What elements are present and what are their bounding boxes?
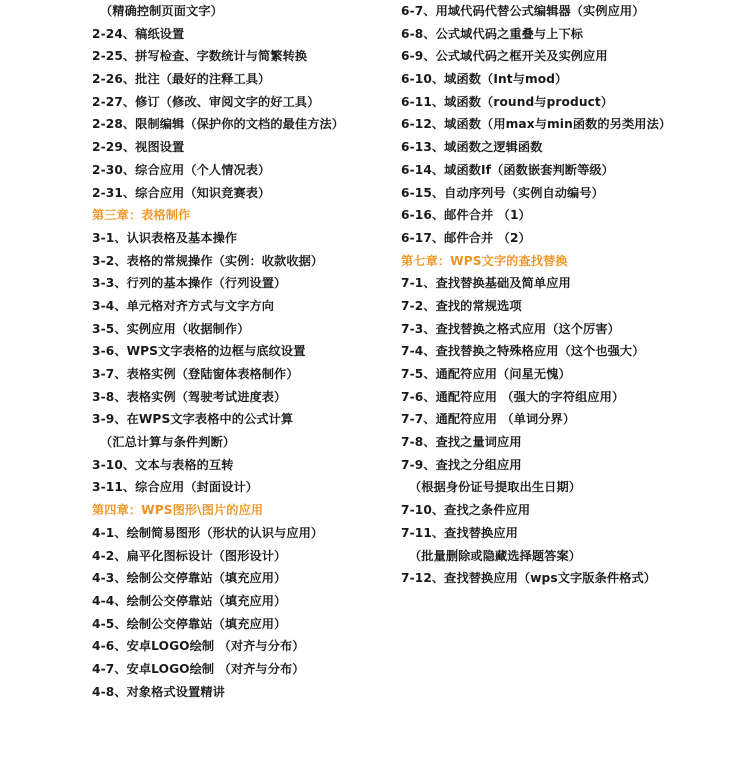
toc-item: 3-9、在WPS文字表格中的公式计算 [92, 412, 294, 427]
toc-item: 6-9、公式域代码之框开关及实例应用 [401, 49, 608, 64]
toc-item: 7-10、查找之条件应用 [401, 503, 531, 518]
toc-item: 6-10、域函数（Int与mod） [401, 72, 568, 87]
toc-item: 3-5、实例应用（收据制作） [92, 321, 250, 336]
toc-item: 3-10、文本与表格的互转 [92, 457, 234, 472]
toc-item: 7-7、通配符应用 （单词分界） [401, 412, 576, 427]
toc-item: 7-9、查找之分组应用 [401, 457, 522, 472]
toc-item: 6-13、域函数之逻辑函数 [401, 140, 543, 155]
toc-item: 2-25、拼写检查、字数统计与简繁转换 [92, 49, 308, 64]
toc-item: 4-2、扁平化图标设计（图形设计） [92, 548, 287, 563]
toc-item: 7-5、通配符应用（问星无愧） [401, 367, 571, 381]
toc-item: 7-11、查找替换应用 [401, 525, 518, 540]
toc-item: 3-2、表格的常规操作（实例：收款收据） [92, 253, 324, 268]
toc-item: 6-7、用域代码代替公式编辑器（实例应用） [401, 4, 645, 18]
toc-item: 6-14、域函数If（函数嵌套判断等级） [401, 162, 614, 177]
toc-item: 2-31、综合应用（知识竞赛表） [92, 185, 271, 200]
toc-item: 2-29、视图设置 [92, 140, 185, 155]
chapter-heading: 第四章：WPS图形\图片的应用 [92, 503, 264, 518]
toc-item: 2-28、限制编辑（保护你的文档的最佳方法） [92, 117, 345, 132]
chapter-heading: 第三章：表格制作 [92, 208, 191, 223]
toc-item: 2-24、稿纸设置 [92, 26, 185, 41]
toc-item: 6-16、邮件合并 （1） [401, 208, 531, 223]
toc-item: 6-17、邮件合并 （2） [401, 230, 531, 245]
toc-item: 7-6、通配符应用 （强大的字符组应用） [401, 389, 625, 404]
toc-item: 3-7、表格实例（登陆窗体表格制作） [92, 367, 299, 381]
toc-item: 3-4、单元格对齐方式与文字方向 [92, 298, 275, 313]
toc-item: 3-1、认识表格及基本操作 [92, 230, 238, 245]
toc-item: 3-8、表格实例（驾驶考试进度表） [92, 389, 287, 404]
toc-item: 3-3、行列的基本操作（行列设置） [92, 276, 287, 291]
toc-item: 7-1、查找替换基础及简单应用 [401, 276, 571, 291]
toc-item: 6-8、公式域代码之重叠与上下标 [401, 26, 584, 41]
toc-item: 7-4、查找替换之特殊格应用（这个也强大） [401, 344, 645, 359]
toc-item: 4-3、绘制公交停靠站（填充应用） [92, 571, 287, 586]
toc-item: 2-30、综合应用（个人情况表） [92, 162, 271, 177]
toc-item: 4-7、安卓LOGO绘制 （对齐与分布） [92, 661, 305, 676]
chapter-heading: 第七章：WPS文字的查找替换 [401, 253, 568, 268]
toc-item: 3-11、综合应用（封面设计） [92, 480, 259, 495]
toc-item: （根据身份证号提取出生日期） [409, 480, 582, 495]
toc-item: （汇总计算与条件判断） [100, 435, 236, 450]
toc-item: 6-11、域函数（round与product） [401, 94, 614, 109]
right-column [401, 0, 721, 590]
toc-item: 4-8、对象格式设置精讲 [92, 684, 225, 699]
toc-item: （精确控制页面文字） [100, 4, 223, 18]
toc-item: 7-3、查找替换之格式应用（这个厉害） [401, 321, 620, 336]
toc-item: 2-27、修订（修改、审阅文字的好工具） [92, 94, 320, 109]
toc-item: 7-12、查找替换应用（wps文字版条件格式） [401, 571, 657, 586]
toc-item: （批量删除或隐藏选择题答案） [409, 548, 582, 563]
toc-item: 4-1、绘制简易图形（形状的认识与应用） [92, 525, 324, 540]
toc-item: 6-12、域函数（用max与min函数的另类用法） [401, 117, 672, 132]
toc-item: 4-4、绘制公交停靠站（填充应用） [92, 593, 287, 608]
toc-item: 7-8、查找之量词应用 [401, 435, 522, 450]
toc-item: 2-26、批注（最好的注释工具） [92, 72, 271, 87]
toc-item: 4-6、安卓LOGO绘制 （对齐与分布） [92, 639, 305, 654]
toc-item: 7-2、查找的常规选项 [401, 298, 522, 313]
toc-item: 3-6、WPS文字表格的边框与底纹设置 [92, 344, 306, 359]
toc-item: 6-15、自动序列号（实例自动编号） [401, 185, 604, 200]
left-column [92, 0, 392, 703]
toc-item: 4-5、绘制公交停靠站（填充应用） [92, 616, 287, 631]
